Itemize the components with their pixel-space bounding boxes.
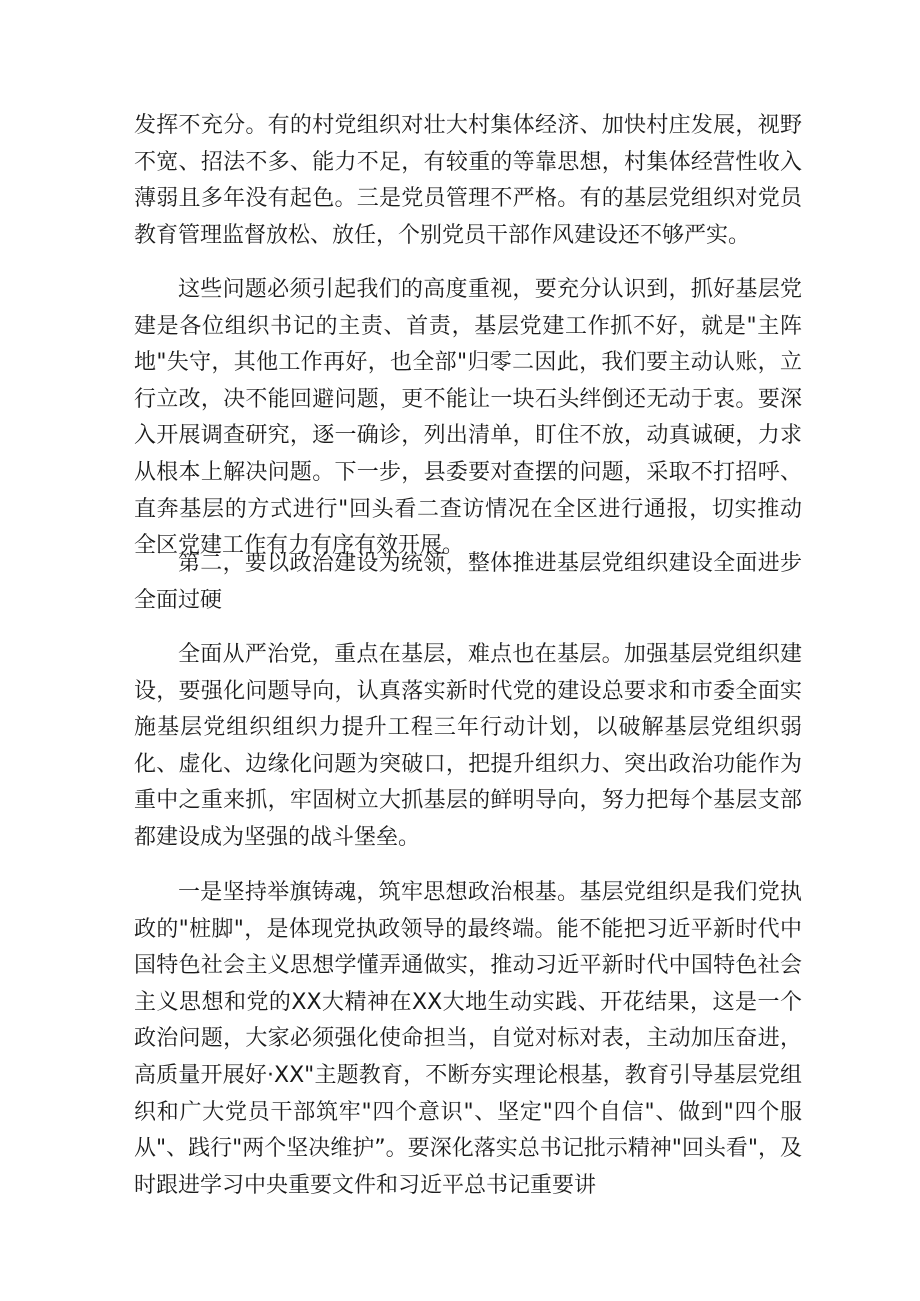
paragraph-strict-governance: 全面从严治党，重点在基层，难点也在基层。加强基层党组织建设，要强化问题导向，认真落实新时代党的建设总要求和市委全面实施基层党组织组织力提升工程三年行动计划，以破解基层党组织弱化、虚化、边缘化问题为突破口，把提升组织力、突出政治功能作为重中之重来抓，牢固树立大抓基层的鲜明导向，努力把每个基层支部都建设成为坚强的战斗堡垒。	[134, 642, 802, 850]
paragraph-continuation: 发挥不充分。有的村党组织对壮大村集体经济、加快村庄发展，视野不宽、招法不多、能力不足，有较重的等靠思想，村集体经营性收入薄弱且多年没有起色。三是党员管理不严格。有的基层党组织对党员教育管理监督放松、放任，个别党员干部作风建设还不够严实。	[134, 113, 802, 248]
paragraph-problems-attention: 这些问题必须引起我们的高度重视，要充分认识到，抓好基层党建是各位组织书记的主责、首责，基层党建工作抓不好，就是"主阵地"失守，其他工作再好，也全部"归零二因此，我们要主动认账，立行立改，决不能回避问题，更不能让一块石头绊倒还无动于衷。要深入开展调查研究，逐一确诊，列出清单，盯住不放，动真诚硬，力求从根本上解决问题。下一步，县委要对查摆的问题，采取不打招呼、直奔基层的方式进行"回头看二查访情况在全区进行通报，切实推动全区党建工作有力有序有效开展。	[134, 277, 802, 559]
paragraph-first-point: 一是坚持举旗铸魂，筑牢思想政治根基。基层党组织是我们党执政的"桩脚"，是体现党执政领导的最终端。能不能把习近平新时代中国特色社会主义思想学懂弄通做实，推动习近平新时代中国特色社会主义思想和党的XX大精神在XX大地生动实践、开花结果，这是一个政治问题，大家必须强化使命担当，自觉对标对表，主动加压奋进，高质量开展好·XX"主题教育，不断夯实理论根基，教育引导基层党组织和广大党员干部筑牢"四个意识"、坚定"四个自信"、做到"四个服从"、践行"两个坚决维护”。要深化落实总书记批示精神"回头看"，及时跟进学习中央重要文件和习近平总书记重要讲	[134, 880, 802, 1198]
section-heading-second: 第二，要以政治建设为统领，整体推进基层党组织建设全面进步全面过硬	[134, 551, 802, 613]
